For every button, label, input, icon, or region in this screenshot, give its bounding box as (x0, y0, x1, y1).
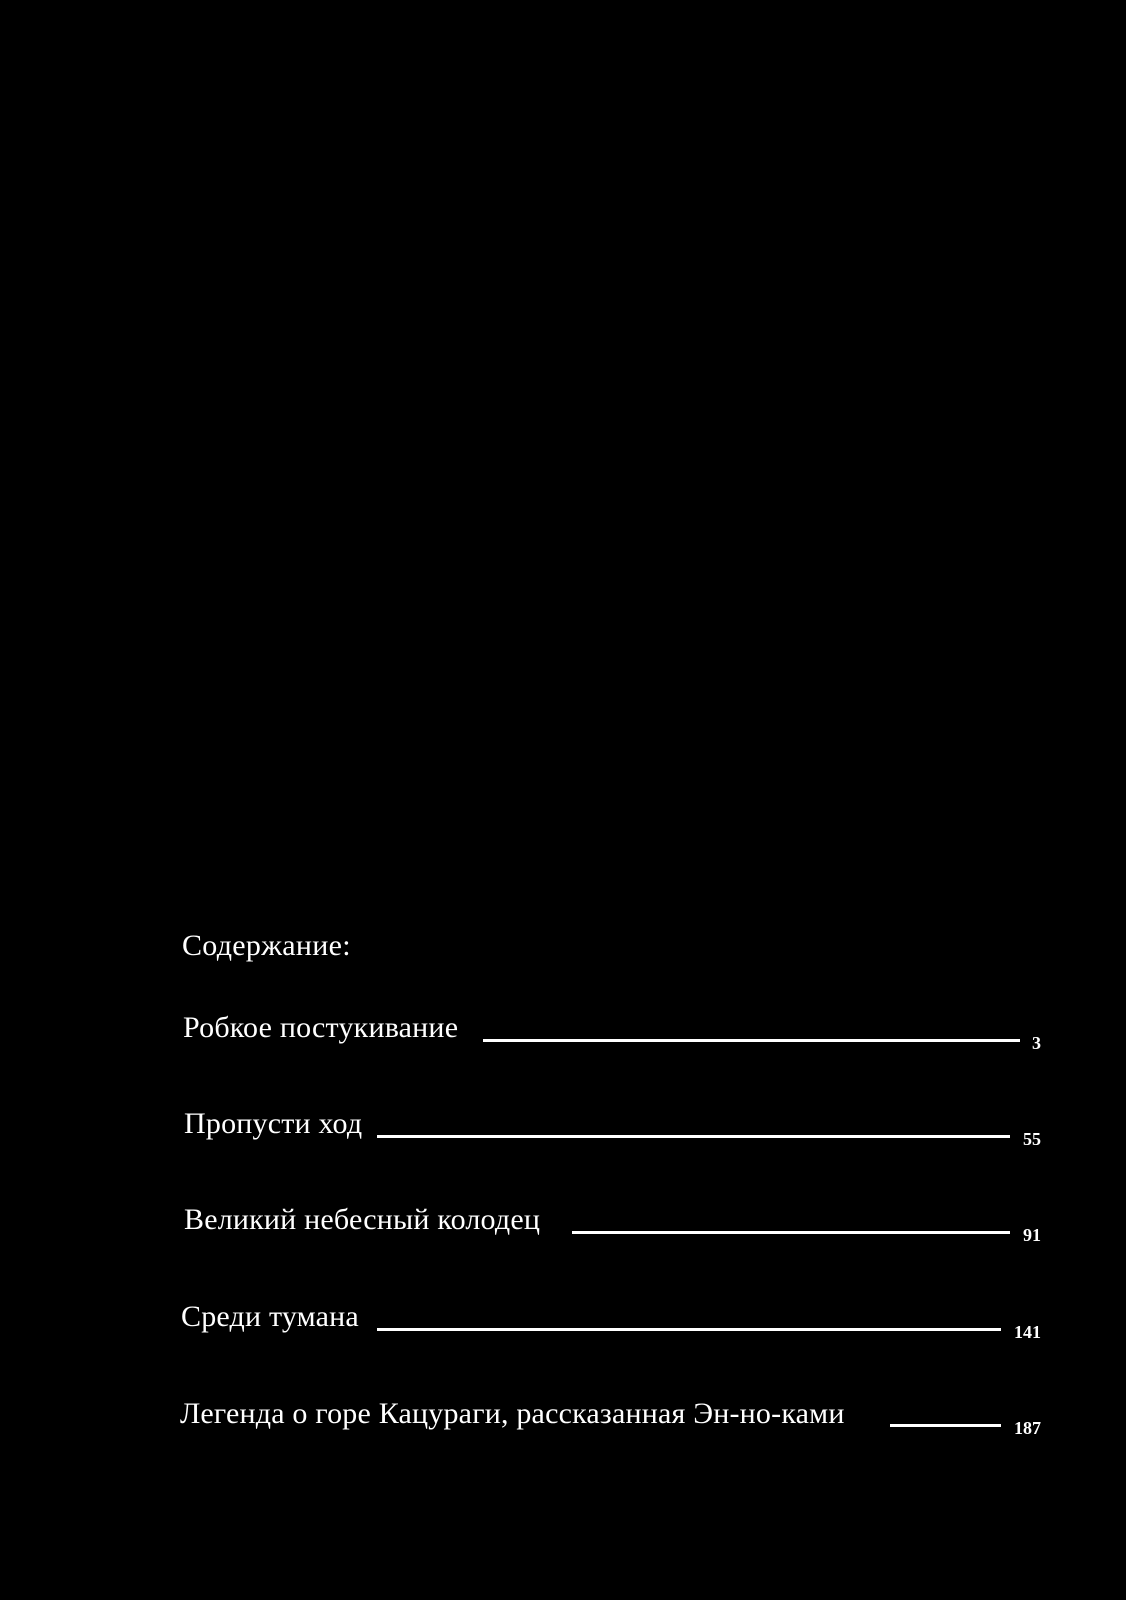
toc-leader-line (890, 1424, 1001, 1427)
toc-entry (184, 1104, 1054, 1149)
toc-leader-line (377, 1135, 1010, 1138)
toc-entry-page: 3 (1032, 1033, 1041, 1053)
toc-entry-title: Робкое постукивание (183, 1011, 459, 1044)
toc-entry-page: 91 (1023, 1225, 1041, 1245)
toc-entry-title: Среди тумана (181, 1300, 359, 1333)
toc-heading: Содержание: (182, 929, 351, 962)
toc-leader-line (483, 1039, 1020, 1042)
toc-entry (183, 1008, 1053, 1053)
toc-entry (181, 1297, 1051, 1342)
toc-entry-title: Легенда о горе Кацураги, рассказанная Эн-но-ками (180, 1397, 845, 1430)
toc-entry-title: Великий небесный колодец (184, 1203, 541, 1236)
toc-entry-page: 55 (1023, 1129, 1041, 1149)
toc-leader-line (572, 1231, 1010, 1234)
toc-entry-page: 141 (1014, 1322, 1041, 1342)
toc-entry-title: Пропусти ход (184, 1107, 363, 1140)
toc-leader-line (377, 1328, 1001, 1331)
toc-entry-page: 187 (1014, 1418, 1041, 1438)
toc-entry (180, 1394, 1050, 1438)
toc-entry (184, 1200, 1054, 1245)
